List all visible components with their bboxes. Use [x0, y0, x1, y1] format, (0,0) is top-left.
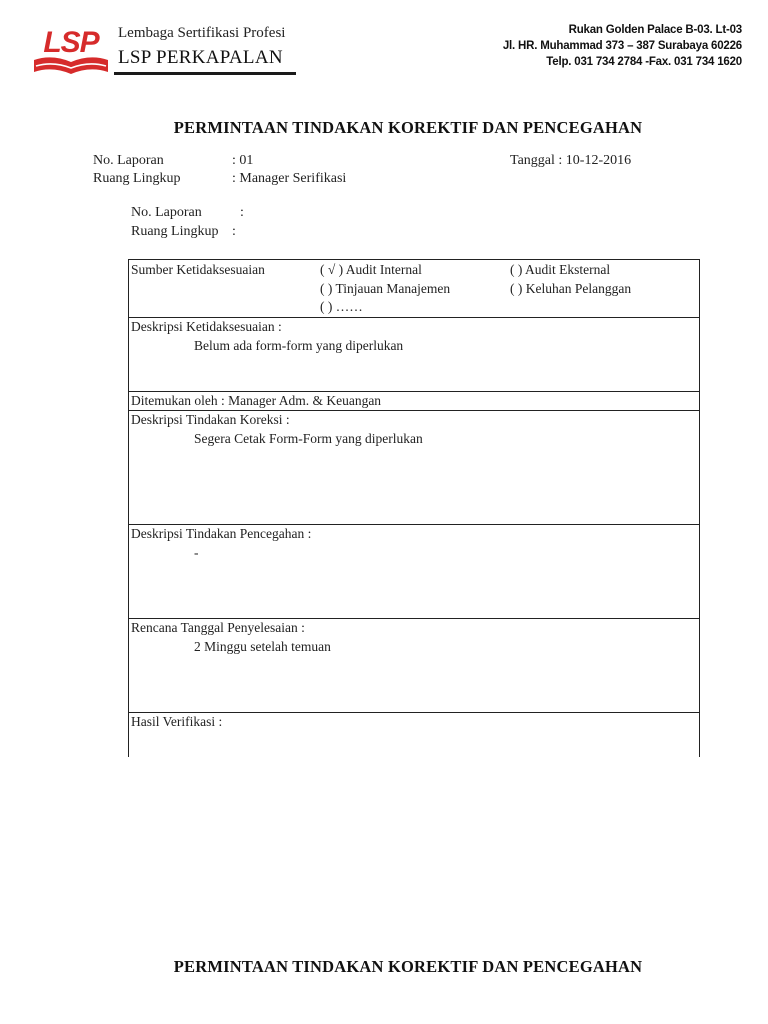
no-laporan-value: : 01 [232, 153, 254, 168]
address-line-1: Rukan Golden Palace B-03. Lt-03 [568, 24, 742, 36]
no-laporan-value-2: : [240, 205, 244, 220]
row-divider [129, 391, 699, 392]
row-divider [129, 317, 699, 318]
deskripsi-ketidaksesuaian-label: Deskripsi Ketidaksesuaian : [131, 319, 282, 334]
page-title: PERMINTAAN TINDAKAN KOREKTIF DAN PENCEGAHAN [173, 118, 643, 137]
header-underline [114, 72, 296, 75]
ruang-lingkup-label: Ruang Lingkup [93, 171, 181, 186]
rencana-value[interactable]: 2 Minggu setelah temuan [194, 639, 331, 654]
ditemukan-oleh[interactable]: Ditemukan oleh : Manager Adm. & Keuangan [131, 393, 382, 408]
option-tinjauan-manajemen[interactable]: ( ) Tinjauan Manajemen [320, 281, 451, 296]
next-page-title: PERMINTAAN TINDAKAN KOREKTIF DAN PENCEGAHAN [173, 957, 643, 976]
address-line-3: Telp. 031 734 2784 -Fax. 031 734 1620 [546, 56, 742, 68]
tindakan-pencegahan-label: Deskripsi Tindakan Pencegahan : [131, 526, 312, 541]
row-divider [129, 524, 699, 525]
ruang-lingkup-label-2: Ruang Lingkup [131, 224, 219, 239]
option-lainnya[interactable]: ( ) …… [320, 299, 363, 314]
option-keluhan-pelanggan[interactable]: ( ) Keluhan Pelanggan [510, 281, 632, 296]
org-subtitle: Lembaga Sertifikasi Profesi [118, 25, 286, 41]
hasil-verifikasi-label: Hasil Verifikasi : [131, 714, 223, 729]
option-audit-internal[interactable]: ( √ ) Audit Internal [320, 262, 422, 277]
no-laporan-label: No. Laporan [93, 153, 164, 168]
tindakan-pencegahan-value[interactable]: - [194, 545, 199, 560]
tanggal: Tanggal : 10-12-2016 [510, 153, 632, 168]
row-divider [129, 618, 699, 619]
ruang-lingkup-value-2: : [232, 224, 236, 239]
row-divider [129, 410, 699, 411]
tindakan-koreksi-value[interactable]: Segera Cetak Form-Form yang diperlukan [194, 431, 423, 446]
ruang-lingkup-value: : Manager Serifikasi [232, 171, 347, 186]
row-divider [129, 712, 699, 713]
no-laporan-label-2: No. Laporan [131, 205, 202, 220]
rencana-label: Rencana Tanggal Penyelesaian : [131, 620, 305, 635]
logo-text: LSP [43, 26, 99, 59]
tindakan-koreksi-label: Deskripsi Tindakan Koreksi : [131, 412, 290, 427]
org-name: LSP PERKAPALAN [118, 47, 283, 68]
lsp-logo-icon [32, 16, 110, 80]
deskripsi-ketidaksesuaian-value[interactable]: Belum ada form-form yang diperlukan [194, 338, 404, 353]
option-audit-eksternal[interactable]: ( ) Audit Eksternal [510, 262, 611, 277]
capa-form [128, 259, 700, 757]
lsp-logo [32, 16, 110, 80]
address-line-2: Jl. HR. Muhammad 373 – 387 Surabaya 60226 [502, 40, 742, 52]
sumber-label: Sumber Ketidaksesuaian [131, 262, 265, 277]
